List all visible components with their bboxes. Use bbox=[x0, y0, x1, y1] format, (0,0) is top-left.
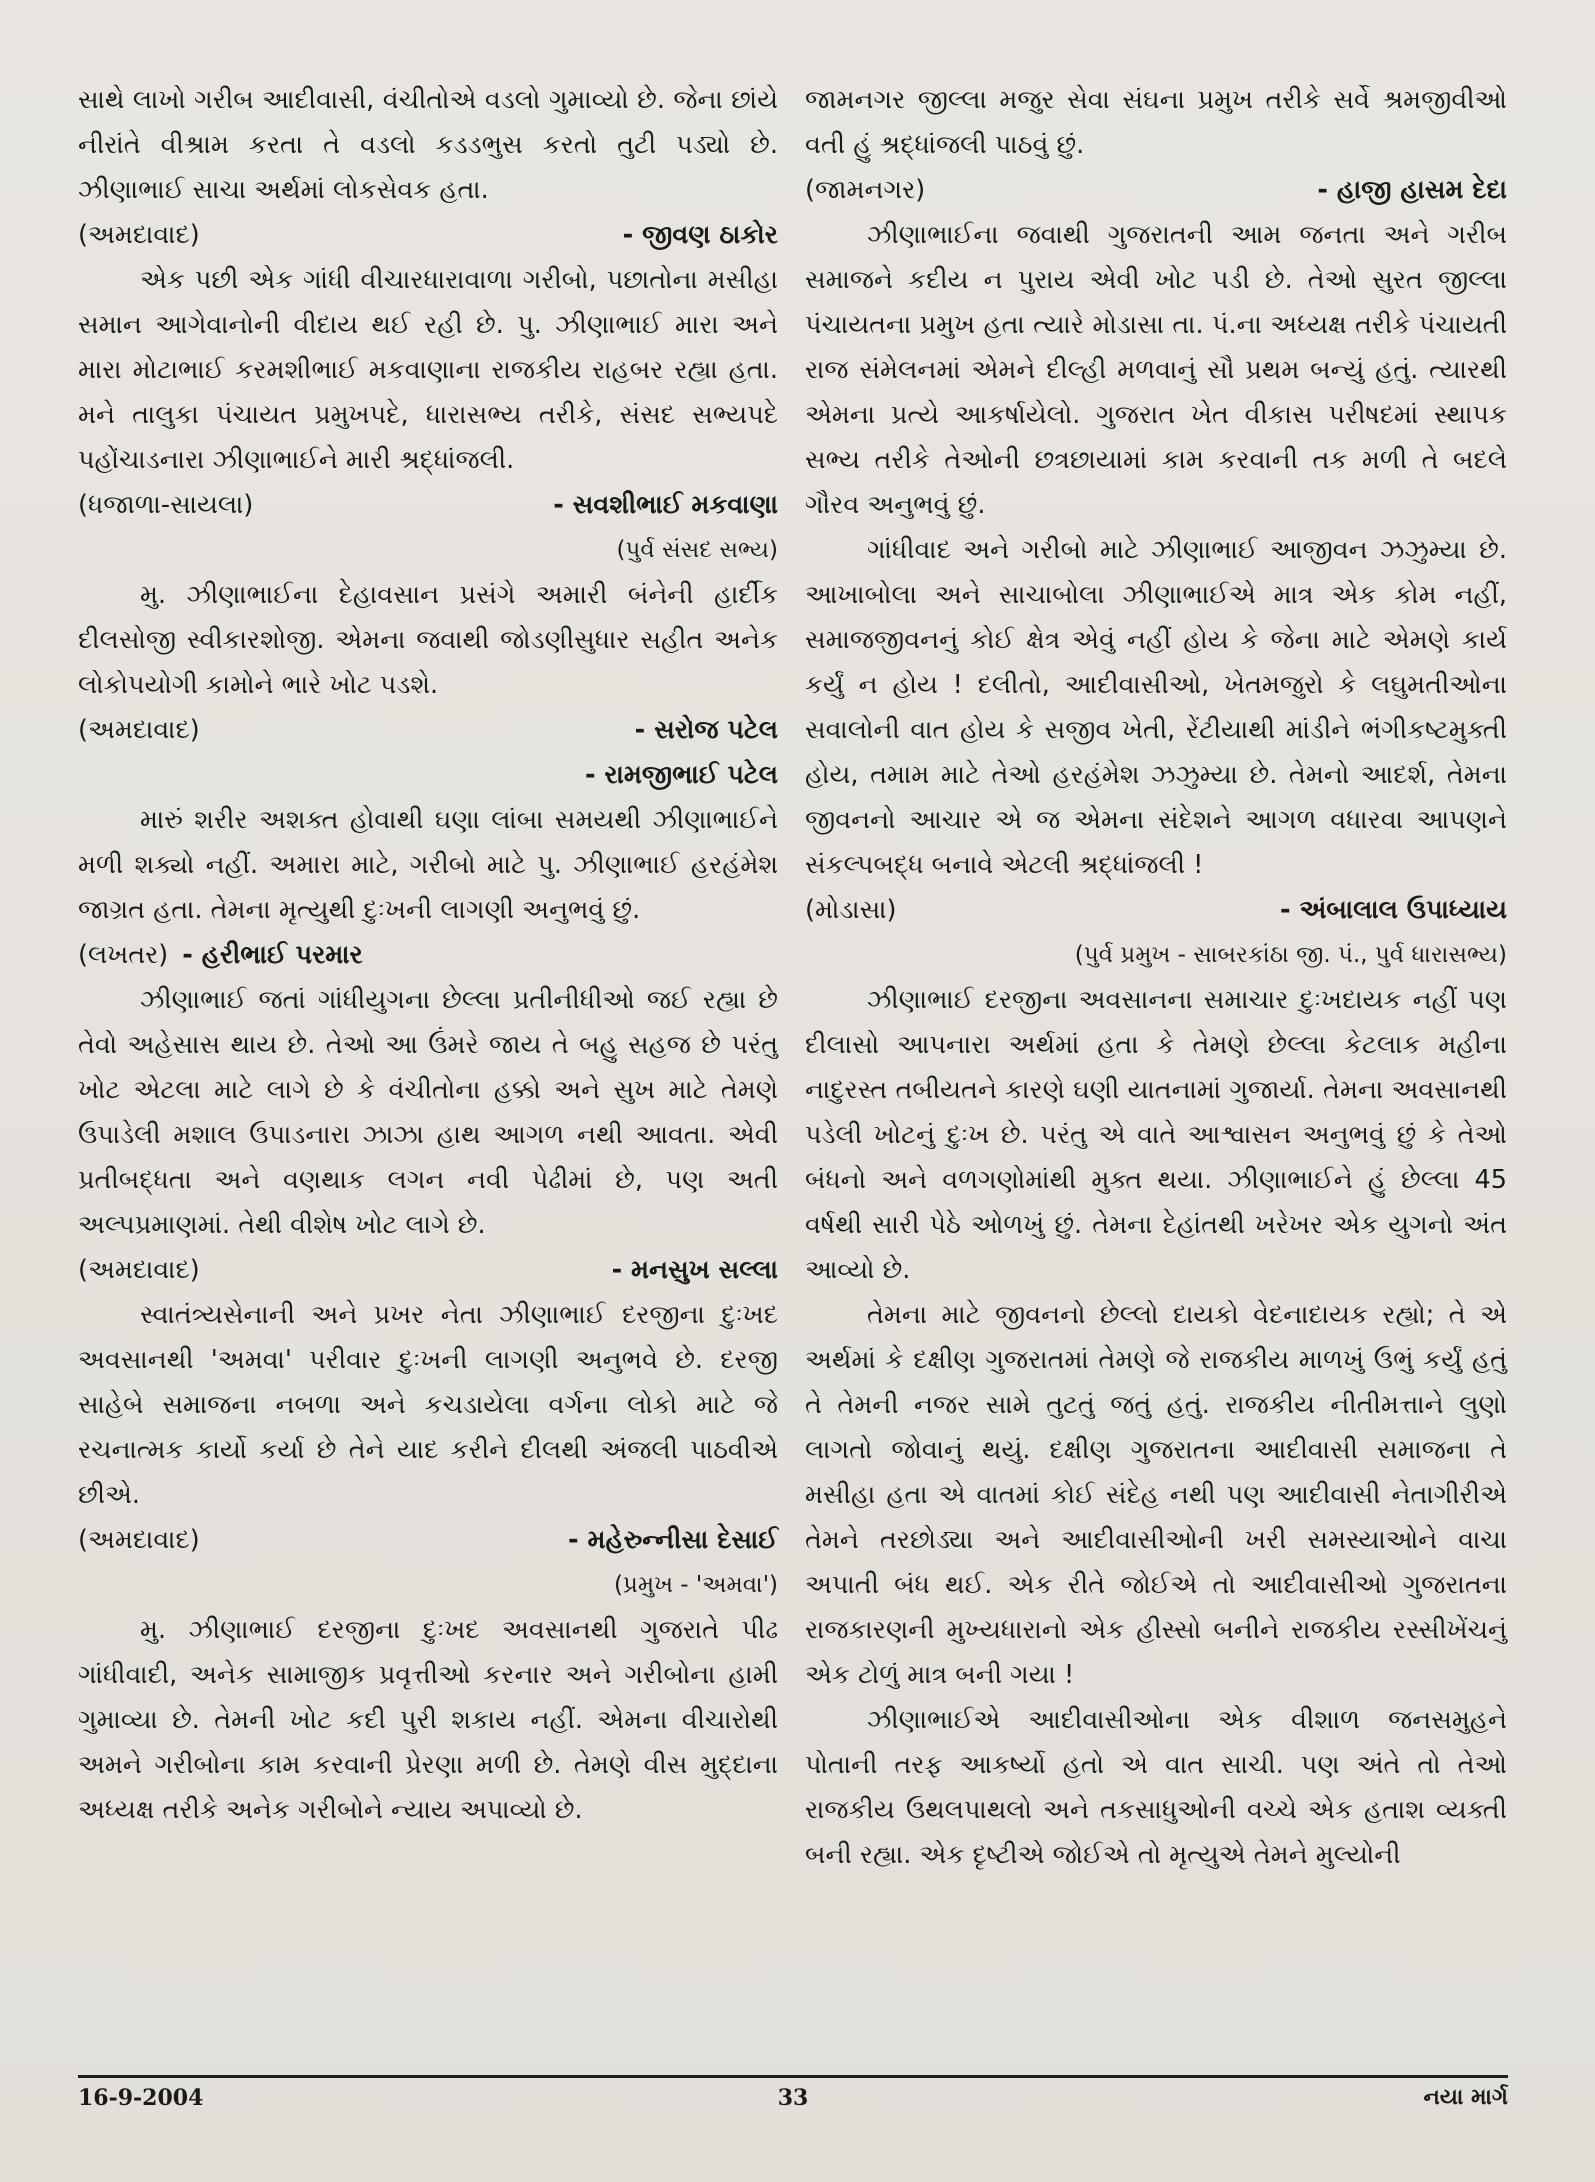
signature-name: - મહેરુન્નીસા દેસાઈ bbox=[568, 1525, 778, 1555]
paragraph: ઝીણાભાઈએ આદીવાસીઓના એક વીશાળ જનસમુહને પોતાની તરફ આકર્ષ્યો હતો એ વાત સાચી. પણ અંતે તો તેઓ રાજકીય ઉથલપાથલો અને તકસાધુઓની વચ્ચે એક હતાશ વ્યક્તી બની રહ્યા. એક દૃષ્ટીએ જોઈએ તો મૃત્યુએ તેમને મુલ્યોની bbox=[805, 1705, 1507, 1870]
paragraph: મુ. ઝીણાભાઈના દેહાવસાન પ્રસંગે અમારી બંનેની હાર્દીક દીલસોજી સ્વીકારશોજી. એમના જવાથી જોડણીસુધાર સહીત અનેક લોકોપયોગી કામોને ભારે ખોટ પડશે. bbox=[78, 580, 778, 700]
magazine-name: નયા માર્ગ bbox=[1423, 2085, 1508, 2110]
page-number: 33 bbox=[777, 2085, 809, 2111]
signature-name: - સવશીભાઈ મકવાણા bbox=[553, 490, 778, 520]
paragraph: મુ. ઝીણાભાઈ દરજીના દુઃખદ અવસાનથી ગુજરાતે પીઢ ગાંધીવાદી, અનેક સામાજીક પ્રવૃત્તીઓ કરનાર અને ગરીબોના હામી ગુમાવ્યા છે. તેમની ખોટ કદી પુરી શકાય નહીં. એમના વીચારોથી અમને ગરીબોના કામ કરવાની પ્રેરણા મળી છે. તેમણે વીસ મુદ્દાના અધ્યક્ષ તરીકે અનેક ગરીબોને ન્યાય અપાવ્યો છે. bbox=[78, 1615, 778, 1825]
right-column bbox=[805, 78, 1507, 1878]
signature bbox=[78, 213, 778, 258]
signature-name: - અંબાલાલ ઉપાધ્યાય bbox=[1280, 895, 1507, 925]
signature bbox=[78, 483, 778, 528]
signature-name: - સરોજ પટેલ bbox=[634, 715, 778, 745]
left-column bbox=[78, 78, 778, 1833]
signature bbox=[78, 1248, 778, 1293]
paragraph: ઝીણાભાઈ જતાં ગાંધીયુગના છેલ્લા પ્રતીનીધીઓ જઈ રહ્યા છે તેવો અહેસાસ થાય છે. તેઓ આ ઉંમરે જાય તે બહુ સહજ છે પરંતુ ખોટ એટલા માટે લાગે છે કે વંચીતોના હક્કો અને સુખ માટે તેમણે ઉપાડેલી મશાલ ઉપાડનારા ઝાઝા હાથ આગળ નથી આવતા. એવી પ્રતીબદ્ધતા અને વણથાક લગન નવી પેઢીમાં છે, પણ અતી અલ્પપ્રમાણમાં. તેથી વીશેષ ખોટ લાગે છે. bbox=[78, 985, 778, 1240]
paragraph: સ્વાતંત્ર્યસેનાની અને પ્રખર નેતા ઝીણાભાઈ દરજીના દુઃખદ અવસાનથી 'અમવા' પરીવાર દુઃખની લાગણી અનુભવે છે. દરજી સાહેબે સમાજના નબળા અને કચડાયેલા વર્ગના લોકો માટે જે રચનાત્મક કાર્યો કર્યા છે તેને યાદ કરીને દીલથી અંજલી પાઠવીએ છીએ. bbox=[78, 1300, 778, 1510]
paragraph: ઝીણાભાઈ દરજીના અવસાનના સમાચાર દુઃખદાયક નહીં પણ દીલાસો આપનારા અર્થમાં હતા કે તેમણે છેલ્લા કેટલાક મહીના નાદુરસ્ત તબીયતને કારણે ઘણી યાતનામાં ગુજાર્યા. તેમના અવસાનથી પડેલી ખોટનું દુઃખ છે. પરંતુ એ વાતે આશ્વાસન અનુભવું છું કે તેઓ બંધનો અને વળગણોમાંથી મુક્ત થયા. ઝીણાભાઈને હું છેલ્લા 45 વર્ષથી સારી પેઠે ઓળખું છું. તેમના દેહાંતથી ખરેખર એક યુગનો અંત આવ્યો છે. bbox=[805, 985, 1507, 1285]
paragraph: ઝીણાભાઈના જવાથી ગુજરાતની આમ જનતા અને ગરીબ સમાજને કદીય ન પુરાય એવી ખોટ પડી છે. તેઓ સુરત જીલ્લા પંચાયતના પ્રમુખ હતા ત્યારે મોડાસા તા. પં.ના અધ્યક્ષ તરીકે પંચાયતી રાજ સંમેલનમાં એમને દીલ્હી મળવાનું સૌ પ્રથમ બન્યું હતું. ત્યારથી એમના પ્રત્યે આકર્ષાયેલો. ગુજરાત ખેત વીકાસ પરીષદમાં સ્થાપક સભ્ય તરીકે તેઓની છત્રછાયામાં કામ કરવાની તક મળી તે બદલે ગૌરવ અનુભવું છું. bbox=[805, 220, 1507, 520]
signature-place: (અમદાવાદ) bbox=[78, 1525, 200, 1555]
signature-place: (અમદાવાદ) bbox=[78, 220, 200, 250]
paragraph: ગાંધીવાદ અને ગરીબો માટે ઝીણાભાઈ આજીવન ઝઝુમ્યા છે. આખાબોલા અને સાચાબોલા ઝીણાભાઈએ માત્ર એક કોમ નહીં, સમાજજીવનનું કોઈ ક્ષેત્ર એવું નહીં હોય કે જેના માટે એમણે કાર્ય કર્યું ન હોય ! દલીતો, આદીવાસીઓ, ખેતમજુરો કે લઘુમતીઓના સવાલોની વાત હોય કે સજીવ ખેતી, રેંટીયાથી માંડીને ભંગીકષ્ટમુક્તી હોય, તમામ માટે તેઓ હરહંમેશ ઝઝુમ્યા છે. તેમનો આદર્શ, તેમના જીવનનો આચાર એ જ એમના સંદેશને આગળ વધારવા આપણને સંકલ્પબદ્ધ બનાવે એટલી શ્રદ્ધાંજલી ! bbox=[805, 535, 1507, 880]
footer-divider bbox=[78, 2075, 1508, 2078]
paragraph: મારું શરીર અશક્ત હોવાથી ઘણા લાંબા સમયથી ઝીણાભાઈને મળી શક્યો નહીં. અમારા માટે, ગરીબો માટે પુ. ઝીણાભાઈ હરહંમેશ જાગ્રત હતા. તેમના મૃત્યુથી દુઃખની લાગણી અનુભવું છું. bbox=[78, 805, 778, 925]
signature-name: - રામજીભાઈ પટેલ bbox=[584, 760, 778, 790]
signature-place: (લખતર) bbox=[78, 940, 169, 970]
signature bbox=[78, 933, 778, 978]
signature bbox=[805, 888, 1507, 933]
signature-name: - હરીભાઈ પરમાર bbox=[182, 940, 363, 970]
paragraph: સાથે લાખો ગરીબ આદીવાસી, વંચીતોએ વડલો ગુમાવ્યો છે. જેના છાંયે નીરાંતે વીશ્રામ કરતા તે વડલો કડડભુસ કરતો તુટી પડ્યો છે. ઝીણાભાઈ સાચા અર્થમાં લોકસેવક હતા. bbox=[78, 85, 778, 205]
signature-title: (પ્રમુખ - 'અમવા') bbox=[613, 1572, 778, 1598]
signature-place: (અમદાવાદ) bbox=[78, 715, 200, 745]
signature bbox=[805, 168, 1507, 213]
signature-place: (ધજાળા-સાયલા) bbox=[78, 490, 254, 520]
signature-name: - જીવણ ઠાકોર bbox=[622, 220, 778, 250]
signature-name: - મનસુખ સલ્લા bbox=[611, 1255, 778, 1285]
signature bbox=[78, 1518, 778, 1563]
signature bbox=[78, 708, 778, 753]
issue-date: 16-9-2004 bbox=[78, 2085, 204, 2111]
page-footer bbox=[78, 2085, 1508, 2125]
signature-title: (પુર્વ સંસદ સભ્ય) bbox=[616, 537, 778, 563]
signature-place: (જામનગર) bbox=[805, 175, 926, 205]
paragraph: એક પછી એક ગાંધી વીચારધારાવાળા ગરીબો, પછાતોના મસીહા સમાન આગેવાનોની વીદાય થઈ રહી છે. પુ. ઝીણાભાઈ મારા અને મારા મોટાભાઈ કરમશીભાઈ મકવાણાના રાજકીય રાહબર રહ્યા હતા. મને તાલુકા પંચાયત પ્રમુખપદે, ધારાસભ્ય તરીકે, સંસદ સભ્યપદે પહોંચાડનારા ઝીણાભાઈને મારી શ્રદ્ધાંજલી. bbox=[78, 265, 778, 475]
signature-name: - હાજી હાસમ દેદા bbox=[1317, 175, 1507, 205]
paragraph: જામનગર જીલ્લા મજુર સેવા સંઘના પ્રમુખ તરીકે સર્વે શ્રમજીવીઓ વતી હું શ્રદ્ધાંજલી પાઠવું છું. bbox=[805, 85, 1507, 160]
signature-place: (મોડાસા) bbox=[805, 895, 897, 925]
signature-title: (પુર્વ પ્રમુખ - સાબરકાંઠા જી. પં., પુર્વ ધારાસભ્ય) bbox=[1074, 942, 1507, 968]
paragraph: તેમના માટે જીવનનો છેલ્લો દાયકો વેદનાદાયક રહ્યો; તે એ અર્થમાં કે દક્ષીણ ગુજરાતમાં તેમણે જે રાજકીય માળખું ઉભું કર્યું હતું તે તેમની નજર સામે તુટતું જતું હતું. રાજકીય નીતીમત્તાને લુણો લાગતો જોવાનું થયું. દક્ષીણ ગુજરાતના આદીવાસી સમાજના તે મસીહા હતા એ વાતમાં કોઈ સંદેહ નથી પણ આદીવાસી નેતાગીરીએ તેમને તરછોડ્યા અને આદીવાસીઓની ખરી સમસ્યાઓને વાચા અપાતી બંધ થઈ. એક રીતે જોઈએ તો આદીવાસીઓ ગુજરાતના રાજકારણની મુખ્યધારાનો એક હીસ્સો બનીને રાજકીય રસ્સીખેંચનું એક ટોળું માત્ર બની ગયા ! bbox=[805, 1300, 1507, 1690]
signature-place: (અમદાવાદ) bbox=[78, 1255, 200, 1285]
